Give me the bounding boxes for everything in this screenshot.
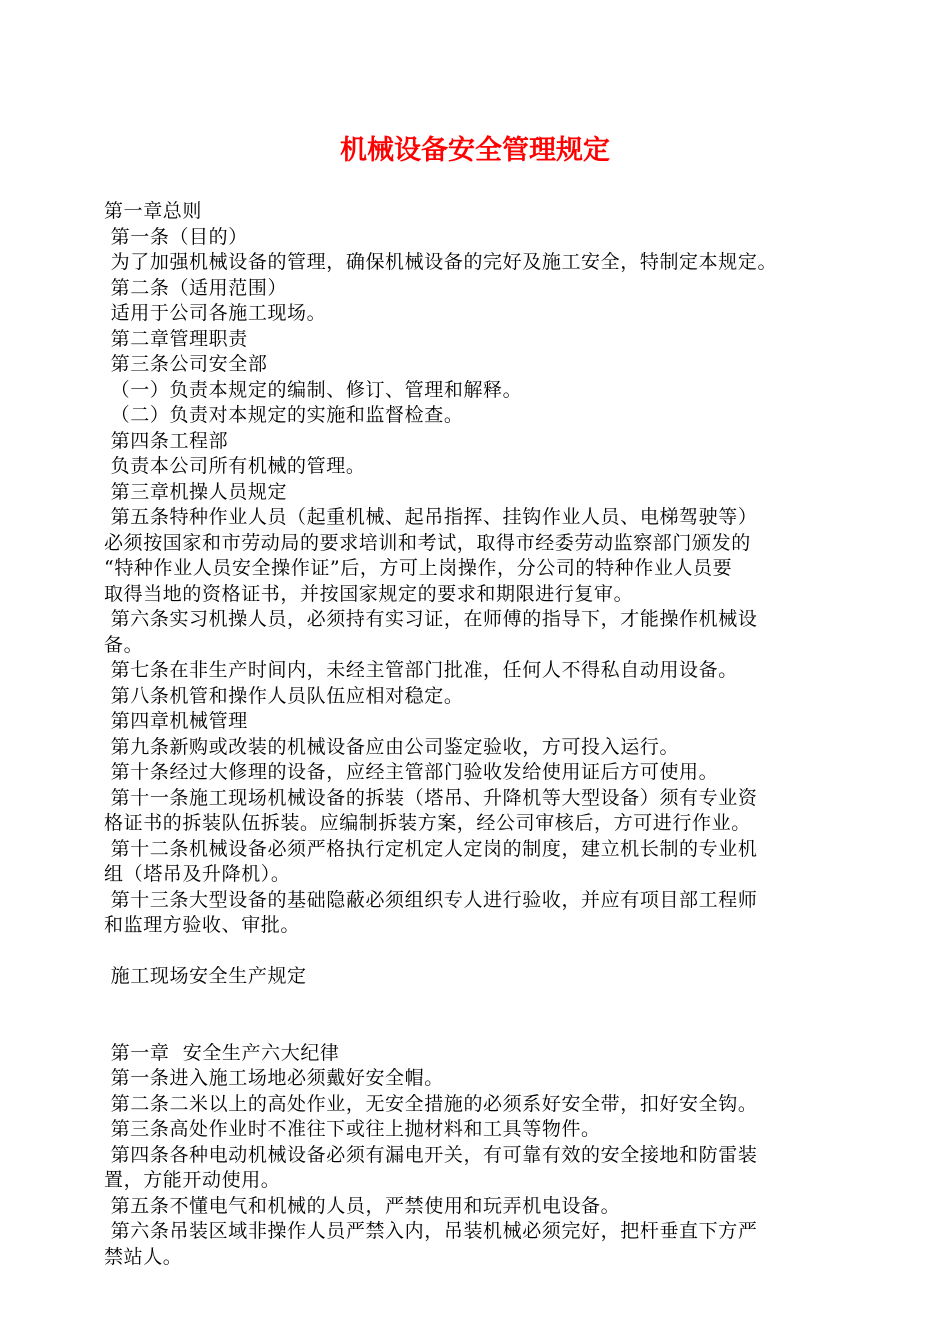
text-line: 格证书的拆装队伍拆装。应编制拆装方案，经公司审核后，方可进行作业。 — [104, 812, 751, 834]
text-line: 第一条进入施工场地必须戴好安全帽。 — [104, 1067, 444, 1089]
document-body — [104, 199, 864, 1270]
text-line: 施工现场安全生产规定 — [104, 965, 307, 987]
text-line: 第一章 安全生产六大纪律 — [104, 1041, 340, 1064]
blank-line — [104, 1015, 864, 1041]
text-line: 第六条吊装区域非操作人员严禁入内，吊装机械必须完好，把杆垂直下方严 — [104, 1220, 758, 1242]
text-line: 第七条在非生产时间内，未经主管部门批准，任何人不得私自动用设备。 — [104, 659, 738, 681]
blank-line — [104, 939, 864, 965]
text-line: 第五条特种作业人员（起重机械、起吊指挥、挂钩作业人员、电梯驾驶等） — [104, 506, 758, 528]
text-line: 第一条（目的） — [104, 225, 248, 248]
text-line: 负责本公司所有机械的管理。 — [104, 455, 366, 477]
text-line: 第三条公司安全部 — [104, 353, 268, 375]
text-line: 第十二条机械设备必须严格执行定机定人定岗的制度，建立机长制的专业机 — [104, 837, 758, 860]
text-line: 第二条二米以上的高处作业，无安全措施的必须系好安全带，扣好安全钩。 — [104, 1092, 758, 1115]
text-line: 第六条实习机操人员，必须持有实习证，在师傅的指导下，才能操作机械设 — [104, 608, 758, 630]
text-line: 第十一条施工现场机械设备的拆装（塔吊、升降机等大型设备）须有专业资 — [104, 786, 758, 809]
text-line: 为了加强机械设备的管理，确保机械设备的完好及施工安全，特制定本规定。 — [104, 251, 778, 273]
text-line: 第三条高处作业时不准往下或往上抛材料和工具等物件。 — [104, 1118, 601, 1140]
text-line: 必须按国家和市劳动局的要求培训和考试，取得市经委劳动监察部门颁发的 — [104, 531, 751, 554]
text-line: 和监理方验收、审批。 — [104, 914, 301, 936]
text-line: 第五条不懂电气和机械的人员，严禁使用和玩弄机电设备。 — [104, 1194, 621, 1217]
text-line: 第二章管理职责 — [104, 327, 248, 350]
text-line: （二）负责对本规定的实施和监督检查。 — [104, 404, 464, 426]
text-line: 第四条各种电动机械设备必须有漏电开关，有可靠有效的安全接地和防雷装 — [104, 1143, 758, 1166]
text-line: 第十三条大型设备的基础隐蔽必须组织专人进行验收，并应有项目部工程师 — [104, 888, 758, 911]
text-line: 适用于公司各施工现场。 — [104, 302, 327, 324]
text-line: 置，方能开动使用。 — [104, 1169, 281, 1191]
text-line: 第二条（适用范围） — [104, 276, 288, 299]
text-line: “特种作业人员安全操作证”后，方可上岗操作，分公司的特种作业人员要 — [104, 557, 733, 579]
text-line: 第四条工程部 — [104, 429, 229, 452]
text-line: 组（塔吊及升降机）。 — [104, 863, 291, 885]
text-line: 第八条机管和操作人员队伍应相对稳定。 — [104, 684, 464, 707]
text-line: 禁站人。 — [104, 1245, 183, 1268]
blank-line — [104, 990, 864, 1016]
text-line: （一）负责本规定的编制、修订、管理和解释。 — [104, 378, 523, 401]
text-line: 第四章机械管理 — [104, 710, 248, 732]
text-line: 第九条新购或改装的机械设备应由公司鉴定验收，方可投入运行。 — [104, 735, 680, 758]
text-line: 第三章机操人员规定 — [104, 480, 288, 503]
text-line: 第十条经过大修理的设备，应经主管部门验收发给使用证后方可使用。 — [104, 761, 719, 783]
text-line: 取得当地的资格证书，并按国家规定的要求和期限进行复审。 — [104, 582, 634, 605]
text-line: 第一章总则 — [104, 200, 203, 222]
document-title: 机械设备安全管理规定 — [340, 135, 610, 166]
text-line: 备。 — [104, 633, 144, 656]
